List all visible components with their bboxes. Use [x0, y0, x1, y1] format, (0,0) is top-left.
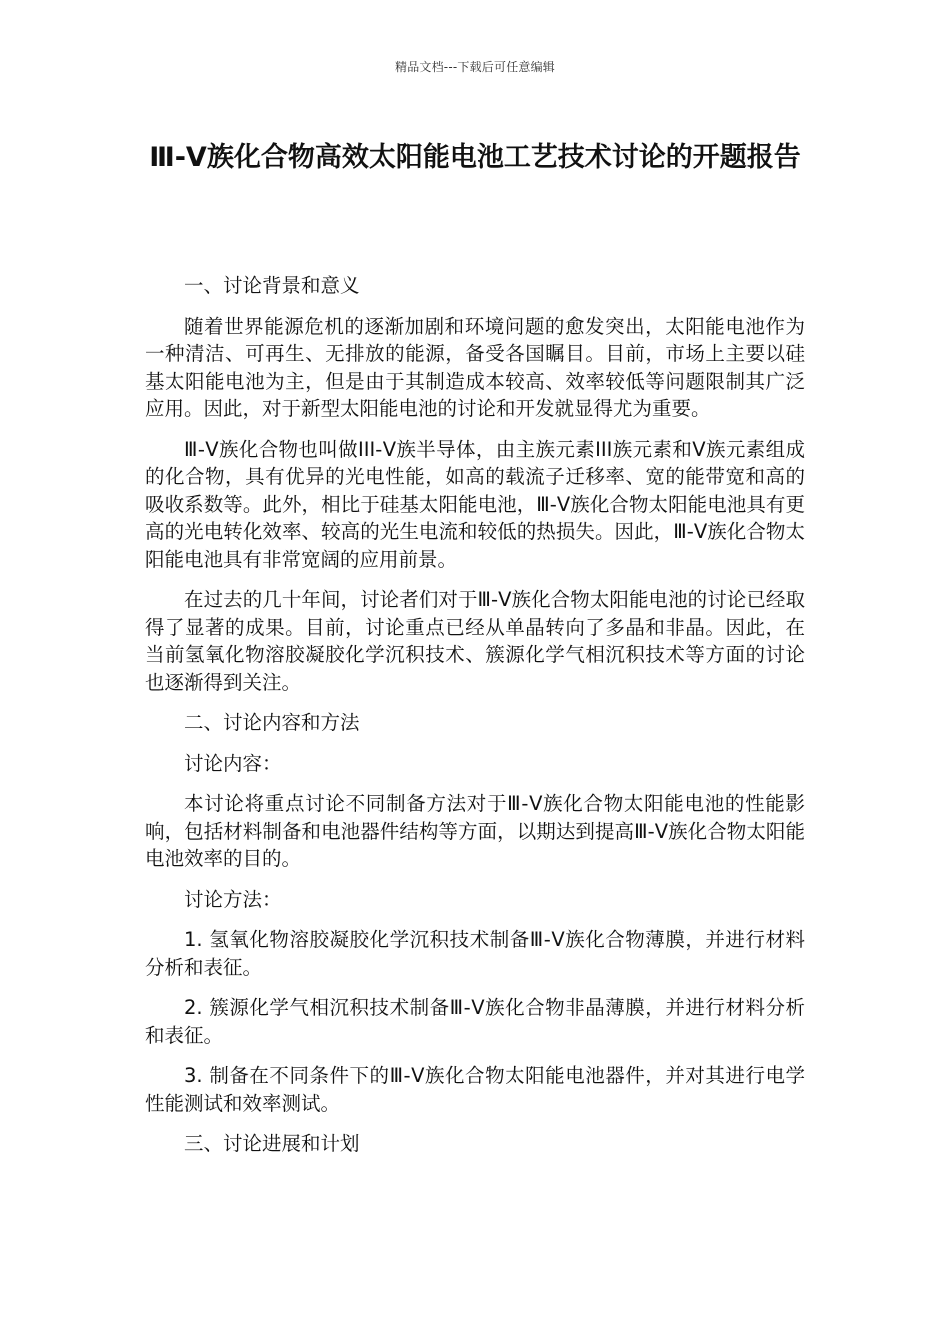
list-item-method-2: 2. 簇源化学气相沉积技术制备Ⅲ-Ⅴ族化合物非晶薄膜，并进行材料分析和表征。 — [145, 996, 805, 1047]
list-item-method-1: 1. 氢氧化物溶胶凝胶化学沉积技术制备Ⅲ-Ⅴ族化合物薄膜，并进行材料分析和表征。 — [145, 928, 805, 979]
list-item-method-3: 3. 制备在不同条件下的Ⅲ-Ⅴ族化合物太阳能电池器件，并对其进行电学性能测试和效率测试。 — [145, 1064, 805, 1115]
paragraph-content: 本讨论将重点讨论不同制备方法对于Ⅲ-Ⅴ族化合物太阳能电池的性能影响，包括材料制备和电池器件结构等方面，以期达到提高Ⅲ-Ⅴ族化合物太阳能电池效率的目的。 — [145, 792, 805, 870]
section-heading-content-methods: 二、讨论内容和方法 — [184, 711, 360, 734]
subheading-methods: 讨论方法： — [184, 887, 282, 911]
section-heading-progress-plan: 三、讨论进展和计划 — [184, 1132, 360, 1155]
paragraph-background-1: 随着世界能源危机的逐渐加剧和环境问题的愈发突出，太阳能电池作为一种清洁、可再生、无排放的能源，备受各国瞩目。目前，市场上主要以硅基太阳能电池为主，但是由于其制造成本较高、效率较低等问题限制其广泛应用。因此，对于新型太阳能电池的讨论和开发就显得尤为重要。 — [145, 314, 805, 420]
document-body — [145, 272, 805, 1171]
header-watermark: 精品文档---下载后可任意编辑 — [395, 60, 555, 74]
paragraph-background-2: Ⅲ-Ⅴ族化合物也叫做III-Ⅴ族半导体，由主族元素III族元素和Ⅴ族元素组成的化合物，具有优异的光电性能，如高的载流子迁移率、宽的能带宽和高的吸收系数等。此外，相比于硅基太阳能电池，Ⅲ-Ⅴ族化合物太阳能电池具有更高的光电转化效率、较高的光生电流和较低的热损失。因此，Ⅲ-Ⅴ族化合物太阳能电池具有非常宽阔的应用前景。 — [145, 437, 805, 571]
section-heading-background: 一、讨论背景和意义 — [184, 274, 360, 297]
paragraph-background-3: 在过去的几十年间，讨论者们对于Ⅲ-Ⅴ族化合物太阳能电池的讨论已经取得了显著的成果。目前，讨论重点已经从单晶转向了多晶和非晶。因此，在当前氢氧化物溶胶凝胶化学沉积技术、簇源化学气相沉积技术等方面的讨论也逐渐得到关注。 — [145, 588, 805, 694]
document-title: Ⅲ-Ⅴ族化合物高效太阳能电池工艺技术讨论的开题报告 — [149, 142, 801, 173]
subheading-content: 讨论内容： — [184, 751, 282, 775]
